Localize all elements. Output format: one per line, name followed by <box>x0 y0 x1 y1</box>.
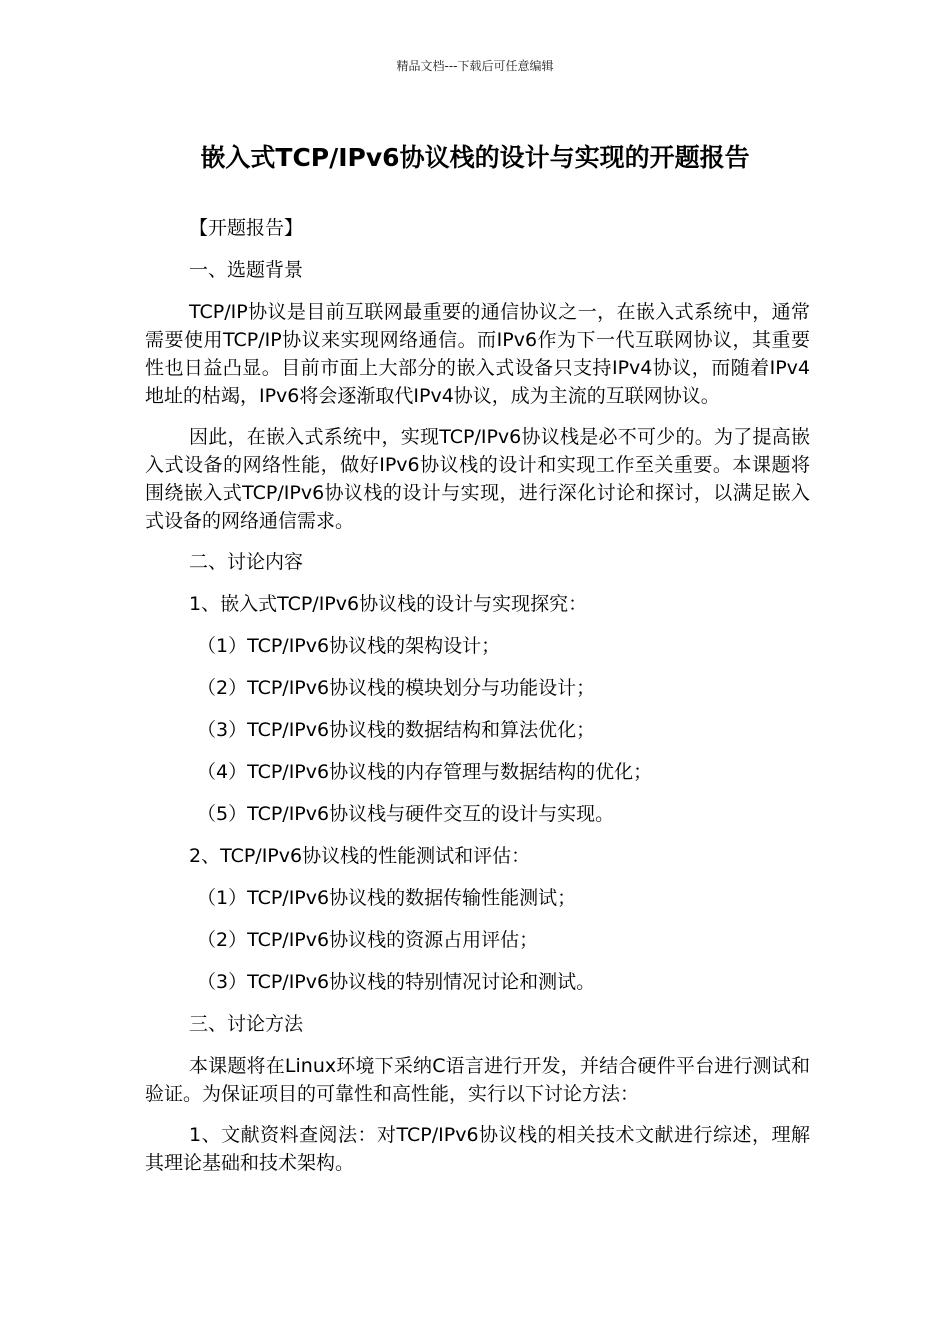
section-heading-method: 三、讨论方法 <box>189 1013 304 1035</box>
header-note: 精品文档---下载后可任意编辑 <box>396 59 554 73</box>
section-heading-background: 一、选题背景 <box>189 259 304 281</box>
document-title: 嵌入式TCP/IPv6协议栈的设计与实现的开题报告 <box>200 143 750 172</box>
content-subitem-1-4: （4）TCP/IPv6协议栈的内存管理与数据结构的优化； <box>197 761 653 783</box>
content-item-2: 2、TCP/IPv6协议栈的性能测试和评估： <box>189 845 531 867</box>
content-subitem-2-2: （2）TCP/IPv6协议栈的资源占用评估； <box>197 929 539 951</box>
paragraph-method-intro: 本课题将在Linux环境下采纳C语言进行开发，并结合硬件平台进行测试和验证。为保证项目的可靠性和高性能，实行以下讨论方法： <box>145 1055 810 1105</box>
section-label-report: 【开题报告】 <box>189 217 304 239</box>
content-subitem-2-3: （3）TCP/IPv6协议栈的特别情况讨论和测试。 <box>197 971 596 993</box>
content-subitem-1-3: （3）TCP/IPv6协议栈的数据结构和算法优化； <box>197 719 596 741</box>
paragraph-background-2: 因此，在嵌入式系统中，实现TCP/IPv6协议栈是必不可少的。为了提高嵌入式设备的网络性能，做好IPv6协议栈的设计和实现工作至关重要。本课题将围绕嵌入式TCP/IPv6协议栈的设计与实现，进行深化讨论和探讨，以满足嵌入式设备的网络通信需求。 <box>145 426 810 532</box>
content-subitem-1-1: （1）TCP/IPv6协议栈的架构设计； <box>197 635 501 657</box>
document-body <box>145 214 810 1190</box>
content-item-1: 1、嵌入式TCP/IPv6协议栈的设计与实现探究： <box>189 593 588 615</box>
content-subitem-1-5: （5）TCP/IPv6协议栈与硬件交互的设计与实现。 <box>197 803 615 825</box>
section-heading-content: 二、讨论内容 <box>189 551 304 573</box>
content-subitem-2-1: （1）TCP/IPv6协议栈的数据传输性能测试； <box>197 887 577 909</box>
paragraph-method-1: 1、文献资料查阅法：对TCP/IPv6协议栈的相关技术文献进行综述，理解其理论基础和技术架构。 <box>145 1124 810 1174</box>
content-subitem-1-2: （2）TCP/IPv6协议栈的模块划分与功能设计； <box>197 677 596 699</box>
paragraph-background-1: TCP/IP协议是目前互联网最重要的通信协议之一，在嵌入式系统中，通常需要使用TCP/IP协议来实现网络通信。而IPv6作为下一代互联网协议，其重要性也日益凸显。目前市面上大部分的嵌入式设备只支持IPv4协议，而随着IPv4地址的枯竭，IPv6将会逐渐取代IPv4协议，成为主流的互联网协议。 <box>145 301 810 407</box>
